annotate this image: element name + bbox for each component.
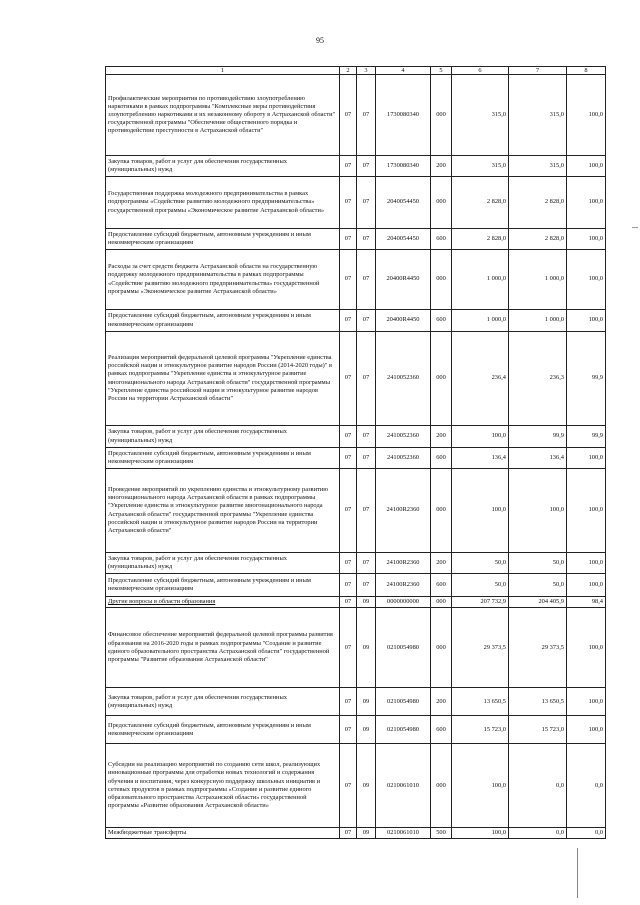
executed-amount-cell: 315,0 [509, 75, 567, 156]
execution-percent-cell: 100,0 [567, 229, 606, 250]
planned-amount-cell: 2 828,0 [452, 229, 509, 250]
section-code-cell: 07 [340, 250, 357, 310]
table-row [106, 156, 606, 177]
planned-amount-cell: 29 373,5 [452, 608, 509, 688]
section-code-cell: 07 [340, 553, 357, 574]
planned-amount-cell: 136,4 [452, 448, 509, 469]
executed-amount-cell: 13 650,5 [509, 688, 567, 716]
section-code-cell: 07 [340, 177, 357, 229]
target-article-cell: 2040054450 [376, 177, 431, 229]
target-article-cell: 2410052360 [376, 426, 431, 448]
section-code-cell: 07 [340, 597, 357, 608]
row-name-cell: Межбюджетные трансферты [106, 828, 340, 839]
execution-percent-cell: 100,0 [567, 250, 606, 310]
executed-amount-cell: 2 828,0 [509, 229, 567, 250]
expense-type-cell: 600 [431, 716, 452, 744]
planned-amount-cell: 100,0 [452, 828, 509, 839]
target-article-cell: 20400R4450 [376, 310, 431, 332]
section-code-cell: 07 [340, 156, 357, 177]
target-article-cell: 0210061010 [376, 744, 431, 828]
expense-type-cell: 200 [431, 156, 452, 177]
planned-amount-cell: 50,0 [452, 574, 509, 597]
table-row [106, 75, 606, 156]
scan-mark [577, 848, 578, 898]
row-name-cell: Профилактические мероприятия по противодействию злоупотреблению наркотиками в рамках подпрограммы "Комплексные меры противодействия злоупотреблению наркотиками и их незаконному обороту в Астраханской области" государственной программы "Обеспечение общественного порядка и противодействие преступности в Астраханской области" [106, 75, 340, 156]
column-header: 5 [431, 67, 452, 75]
target-article-cell: 24100R2360 [376, 469, 431, 553]
execution-percent-cell: 100,0 [567, 716, 606, 744]
expense-type-cell: 600 [431, 448, 452, 469]
section-code-cell: 07 [340, 688, 357, 716]
target-article-cell: 1730080340 [376, 75, 431, 156]
expense-type-cell: 200 [431, 688, 452, 716]
subsection-code-cell: 07 [357, 553, 376, 574]
execution-percent-cell: 100,0 [567, 448, 606, 469]
table-row [106, 574, 606, 597]
expense-type-cell: 000 [431, 250, 452, 310]
subsection-code-cell: 09 [357, 688, 376, 716]
planned-amount-cell: 1 000,0 [452, 250, 509, 310]
section-code-cell: 07 [340, 75, 357, 156]
planned-amount-cell: 13 650,5 [452, 688, 509, 716]
target-article-cell: 0000000000 [376, 597, 431, 608]
section-code-cell: 07 [340, 744, 357, 828]
row-name-cell: Расходы за счет средств бюджета Астраханской области на государственную поддержку молодежного предпринимательства в рамках подпрограммы «Содействие развитию молодежного предпринимательства» государственной программы «Экономическое развитие Астраханской области» [106, 250, 340, 310]
executed-amount-cell: 204 405,9 [509, 597, 567, 608]
expense-type-cell: 600 [431, 574, 452, 597]
execution-percent-cell: 100,0 [567, 574, 606, 597]
planned-amount-cell: 100,0 [452, 426, 509, 448]
row-name-cell: Проведение мероприятий по укреплению единства и этнокультурному развитию многонационального народа Астраханской области в рамках подпрограммы "Укрепление единства и этнокультурное развитие многонационального народа Астраханской области" государственной программы "Укрепление единства российской нации и этнокультурное развитие народов России на территории Астраханской области" [106, 469, 340, 553]
execution-percent-cell: 100,0 [567, 608, 606, 688]
subsection-code-cell: 07 [357, 310, 376, 332]
planned-amount-cell: 1 000,0 [452, 310, 509, 332]
expense-type-cell: 600 [431, 310, 452, 332]
row-name-cell: Закупка товаров, работ и услуг для обеспечения государственных (муниципальных) нужд [106, 426, 340, 448]
target-article-cell: 1730080340 [376, 156, 431, 177]
target-article-cell: 2040054450 [376, 229, 431, 250]
executed-amount-cell: 50,0 [509, 553, 567, 574]
subsection-code-cell: 09 [357, 828, 376, 839]
execution-percent-cell: 99,9 [567, 332, 606, 426]
table-row [106, 688, 606, 716]
subsection-code-cell: 09 [357, 597, 376, 608]
execution-percent-cell: 100,0 [567, 177, 606, 229]
planned-amount-cell: 2 828,0 [452, 177, 509, 229]
column-header: 1 [106, 67, 340, 75]
expense-type-cell: 000 [431, 332, 452, 426]
table-row [106, 716, 606, 744]
expense-type-cell: 200 [431, 426, 452, 448]
subsection-code-cell: 07 [357, 156, 376, 177]
table-row [106, 597, 606, 608]
executed-amount-cell: 99,9 [509, 426, 567, 448]
subsection-code-cell: 07 [357, 574, 376, 597]
table-row [106, 426, 606, 448]
execution-percent-cell: 100,0 [567, 310, 606, 332]
executed-amount-cell: 315,0 [509, 156, 567, 177]
column-header: 8 [567, 67, 606, 75]
section-code-cell: 07 [340, 574, 357, 597]
executed-amount-cell: 50,0 [509, 574, 567, 597]
row-name-cell: Предоставление субсидий бюджетным, автономным учреждениям и иным некоммерческим организациям [106, 574, 340, 597]
section-code-cell: 07 [340, 608, 357, 688]
executed-amount-cell: 2 828,0 [509, 177, 567, 229]
table-row [106, 448, 606, 469]
executed-amount-cell: 15 723,0 [509, 716, 567, 744]
row-name-cell: Государственная поддержка молодежного предпринимательства в рамках подпрограммы «Содействие развитию молодежного предпринимательства» государственной программы «Экономическое развитие Астраханской области» [106, 177, 340, 229]
planned-amount-cell: 315,0 [452, 156, 509, 177]
expense-type-cell: 000 [431, 177, 452, 229]
section-code-cell: 07 [340, 716, 357, 744]
budget-table [105, 66, 606, 839]
section-code-cell: 07 [340, 448, 357, 469]
planned-amount-cell: 207 732,9 [452, 597, 509, 608]
planned-amount-cell: 315,0 [452, 75, 509, 156]
executed-amount-cell: 1 000,0 [509, 310, 567, 332]
section-code-cell: 07 [340, 426, 357, 448]
row-name-cell: Предоставление субсидий бюджетным, автономным учреждениям и иным некоммерческим организациям [106, 229, 340, 250]
executed-amount-cell: 236,3 [509, 332, 567, 426]
section-code-cell: 07 [340, 310, 357, 332]
expense-type-cell: 000 [431, 469, 452, 553]
planned-amount-cell: 50,0 [452, 553, 509, 574]
executed-amount-cell: 100,0 [509, 469, 567, 553]
column-header: 7 [509, 67, 567, 75]
expense-type-cell: 600 [431, 229, 452, 250]
executed-amount-cell: 1 000,0 [509, 250, 567, 310]
section-code-cell: 07 [340, 828, 357, 839]
execution-percent-cell: 100,0 [567, 553, 606, 574]
planned-amount-cell: 15 723,0 [452, 716, 509, 744]
row-name-cell: Закупка товаров, работ и услуг для обеспечения государственных (муниципальных) нужд [106, 156, 340, 177]
subsection-code-cell: 07 [357, 229, 376, 250]
execution-percent-cell: 0,0 [567, 744, 606, 828]
table-row [106, 828, 606, 839]
table-row [106, 608, 606, 688]
expense-type-cell: 000 [431, 597, 452, 608]
table-row [106, 332, 606, 426]
subsection-code-cell: 09 [357, 716, 376, 744]
table-row [106, 177, 606, 229]
expense-type-cell: 500 [431, 828, 452, 839]
planned-amount-cell: 236,4 [452, 332, 509, 426]
target-article-cell: 24100R2360 [376, 553, 431, 574]
subsection-code-cell: 09 [357, 744, 376, 828]
section-code-cell: 07 [340, 332, 357, 426]
subsection-code-cell: 07 [357, 250, 376, 310]
target-article-cell: 20400R4450 [376, 250, 431, 310]
row-name-cell: Другие вопросы в области образования [106, 597, 340, 608]
subsection-code-cell: 07 [357, 177, 376, 229]
row-name-cell: Предоставление субсидий бюджетным, автономным учреждениям и иным некоммерческим организациям [106, 448, 340, 469]
subsection-code-cell: 09 [357, 608, 376, 688]
subsection-code-cell: 07 [357, 332, 376, 426]
table-body [106, 75, 606, 839]
row-name-cell: Субсидии на реализацию мероприятий по созданию сети школ, реализующих инновационные программы для отработки новых технологий и содержания обучения и воспитания, через конкурсную поддержку школьных инициатив и сетевых продуктов в рамках подпрограммы «Создание и развитие единого образовательного пространства Астраханской области» государственной программы «Развитие образования Астраханской области» [106, 744, 340, 828]
subsection-code-cell: 07 [357, 448, 376, 469]
table-row [106, 553, 606, 574]
execution-percent-cell: 99,9 [567, 426, 606, 448]
expense-type-cell: 000 [431, 744, 452, 828]
subsection-code-cell: 07 [357, 469, 376, 553]
execution-percent-cell: 98,4 [567, 597, 606, 608]
target-article-cell: 2410052360 [376, 448, 431, 469]
execution-percent-cell: 100,0 [567, 156, 606, 177]
executed-amount-cell: 0,0 [509, 828, 567, 839]
target-article-cell: 0210061010 [376, 828, 431, 839]
column-header: 3 [357, 67, 376, 75]
planned-amount-cell: 100,0 [452, 744, 509, 828]
subsection-code-cell: 07 [357, 75, 376, 156]
execution-percent-cell: 100,0 [567, 469, 606, 553]
section-code-cell: 07 [340, 469, 357, 553]
expense-type-cell: 000 [431, 75, 452, 156]
expense-type-cell: 200 [431, 553, 452, 574]
page-number: 95 [316, 36, 324, 45]
executed-amount-cell: 136,4 [509, 448, 567, 469]
section-code-cell: 07 [340, 229, 357, 250]
execution-percent-cell: 0,0 [567, 828, 606, 839]
column-header: 2 [340, 67, 357, 75]
target-article-cell: 0210054980 [376, 716, 431, 744]
table-header-row [106, 67, 606, 75]
target-article-cell: 24100R2360 [376, 574, 431, 597]
table-row [106, 310, 606, 332]
target-article-cell: 2410052360 [376, 332, 431, 426]
row-name-cell: Предоставление субсидий бюджетным, автономным учреждениям и иным некоммерческим организациям [106, 716, 340, 744]
target-article-cell: 0210054980 [376, 688, 431, 716]
subsection-code-cell: 07 [357, 426, 376, 448]
row-name-cell: Финансовое обеспечение мероприятий федеральной целевой программы развития образования на 2016-2020 годы в рамках подпрограммы "Создание и развитие единого образовательного пространства Астраханской области" государственной программы "Развитие образования Астраханской области" [106, 608, 340, 688]
row-name-cell: Закупка товаров, работ и услуг для обеспечения государственных (муниципальных) нужд [106, 688, 340, 716]
executed-amount-cell: 29 373,5 [509, 608, 567, 688]
column-header: 6 [452, 67, 509, 75]
expense-type-cell: 000 [431, 608, 452, 688]
execution-percent-cell: 100,0 [567, 75, 606, 156]
column-header: 4 [376, 67, 431, 75]
table-row [106, 469, 606, 553]
table-row [106, 250, 606, 310]
planned-amount-cell: 100,0 [452, 469, 509, 553]
row-name-cell: Закупка товаров, работ и услуг для обеспечения государственных (муниципальных) нужд [106, 553, 340, 574]
target-article-cell: 0210054980 [376, 608, 431, 688]
execution-percent-cell: 100,0 [567, 688, 606, 716]
row-name-cell: Реализация мероприятий федеральной целевой программы "Укрепление единства российской нации и этнокультурное развитие народов России (2014-2020 годы)" в рамках подпрограммы "Укрепление единства и этнокультурное развитие многонационального народа Астраханской области" государственной программы "Укрепление единства российской нации и этнокультурное развитие народов России на территории Астраханской области" [106, 332, 340, 426]
scan-mark [632, 227, 638, 228]
table-row [106, 229, 606, 250]
table-row [106, 744, 606, 828]
row-name-cell: Предоставление субсидий бюджетным, автономным учреждениям и иным некоммерческим организациям [106, 310, 340, 332]
executed-amount-cell: 0,0 [509, 744, 567, 828]
